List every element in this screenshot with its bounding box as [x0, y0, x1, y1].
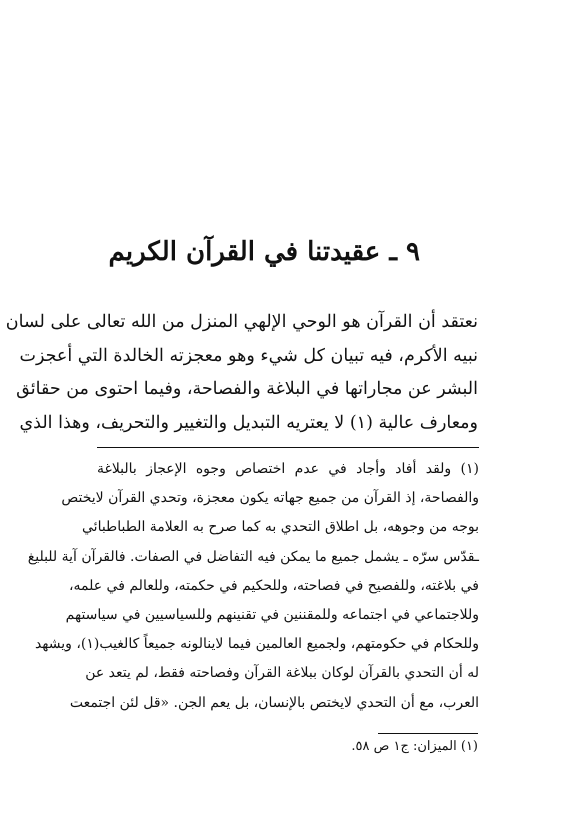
footnote-line: بوجه من وجوهه، بل اطلاق التحدي به كما صرح به العلامة الطباطبائي: [82, 519, 479, 536]
footnote-line: العرب، مع أن التحدي لايختص بالإنسان، بل يعم الجن. «قل لئن اجتمعت: [69, 694, 479, 711]
main-body-text: [5, 306, 478, 440]
footnote-line: له أن التحدي بالقرآن لوكان ببلاغة القرآن وفصاحته فقط، لم يتعد عن: [85, 665, 479, 682]
source-reference: (١) الميزان: ج١ ص ٥٨.: [351, 739, 478, 754]
section-heading: ٩ ـ عقيدتنا في القرآن الكريم: [108, 237, 420, 267]
footnote-line: وللاجتماعي في اجتماعه وللمقننين في تقنينهم وللسياسيين في سياستهم: [65, 606, 479, 623]
footnote-line: وللحكام في حكومتهم، ولجميع العالمين فيما لاينالونه جميعاً كالغيب(١)، ويشهد: [34, 636, 479, 653]
body-line: ومعارف عالية (١) لا يعتريه التبديل والتغيير والتحريف، وهذا الذي: [19, 412, 478, 433]
footnote-block: [27, 455, 479, 718]
footnote-line: (١) ولقد أفاد وأجاد في عدم اختصاص وجوه الإعجاز بالبلاغة: [97, 461, 479, 477]
body-line: البشر عن مجاراتها في البلاغة والفصاحة، وفيما احتوى من حقائق: [16, 379, 478, 399]
reference-separator: [378, 733, 478, 734]
footnote-line: في بلاغته، وللفصيح في فصاحته، وللحكيم في حكمته، وللعالم في علمه،: [69, 577, 479, 594]
body-line: نبيه الأكرم، فيه تبيان كل شيء وهو معجزته الخالدة التي أعجزت: [19, 345, 478, 366]
footnote-separator: [97, 447, 479, 448]
footnote-line: ـقدّس سرّه ـ يشمل جميع ما يمكن فيه التفاضل في الصفات. فالقرآن آية للبليغ: [27, 548, 479, 565]
body-line: نعتقد أن القرآن هو الوحي الإلهي المنزل من الله تعالى على لسان: [5, 312, 478, 332]
footnote-line: والفصاحة، إذ القرآن من جميع جهاته يكون معجزة، وتحدي القرآن لايختص: [61, 490, 479, 507]
